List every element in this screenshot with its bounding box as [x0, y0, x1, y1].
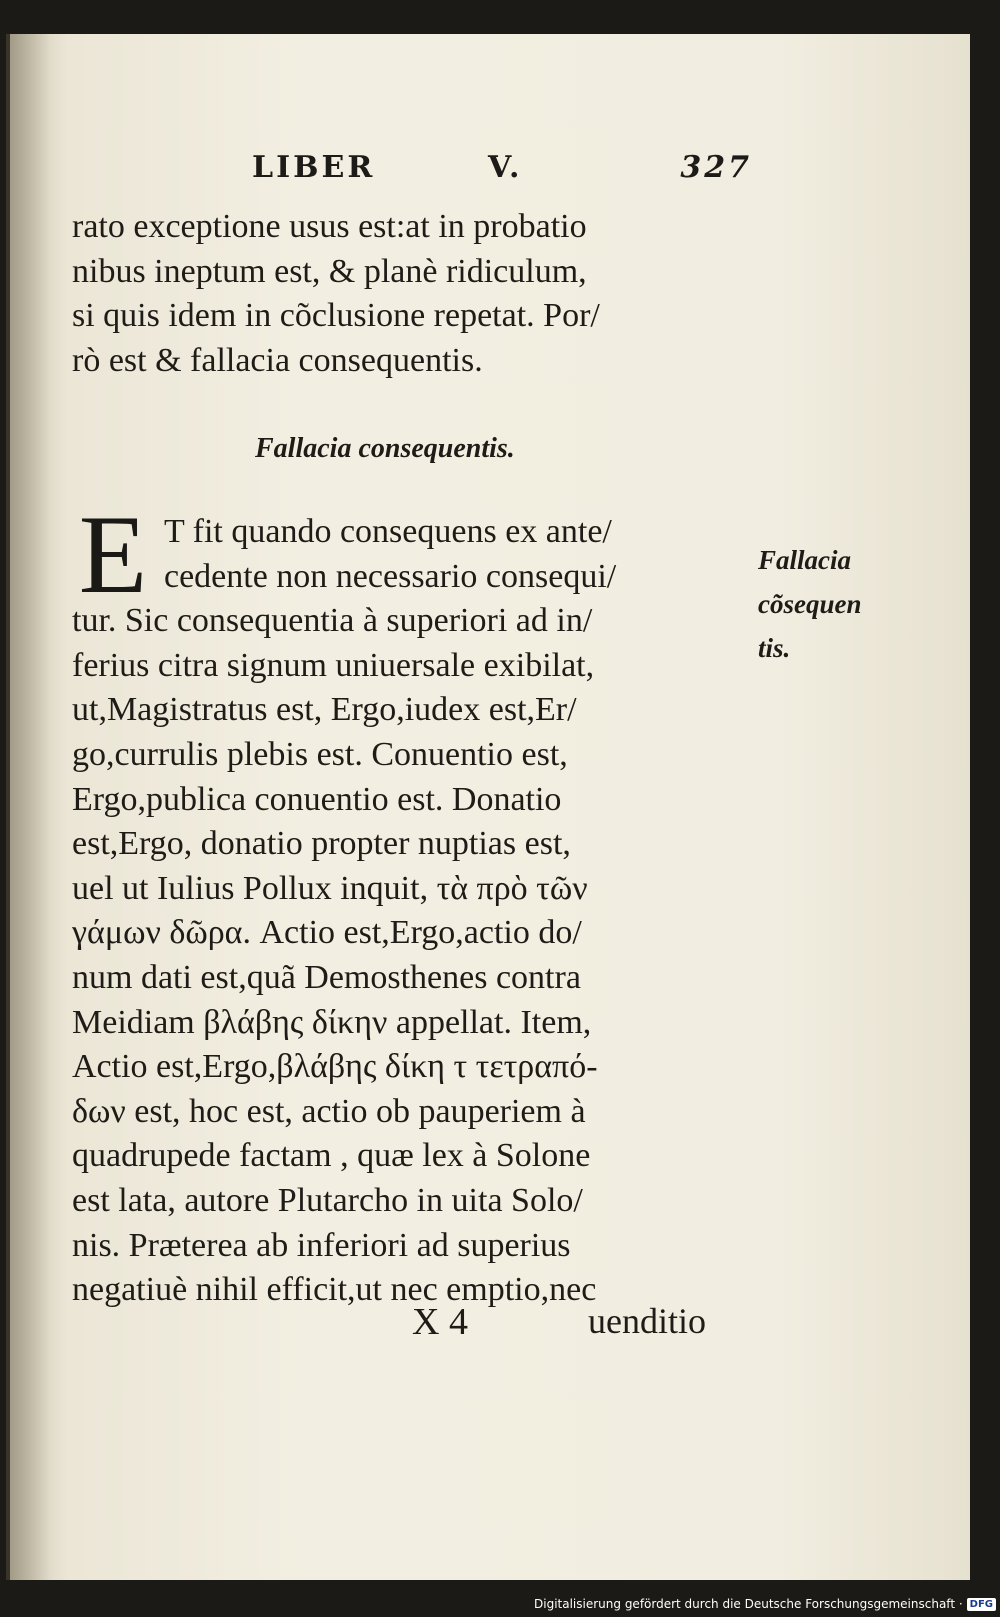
text-line: ferius citra signum uniuersale exibilat, — [72, 646, 595, 684]
text-line: est lata, autore Plutarcho in uita Solo/ — [72, 1181, 583, 1219]
drop-capital: E — [78, 493, 148, 617]
digitization-credit — [534, 1597, 996, 1611]
book-number: V. — [488, 150, 523, 185]
signature-mark: X 4 — [412, 1301, 468, 1343]
paragraph-opening — [72, 205, 732, 383]
marginal-note — [758, 538, 898, 670]
credit-text: Digitalisierung gefördert durch die Deutsche Forschungsgemeinschaft · — [534, 1597, 963, 1611]
running-title: LIBER — [252, 150, 376, 185]
text-line: δων est, hoc est, actio ob pauperiem à — [72, 1092, 586, 1130]
text-line: est,Ergo, donatio propter nuptias est, — [72, 825, 571, 863]
text-line: T fit quando consequens ex ante/ — [164, 513, 612, 550]
marginal-note-line: Fallacia — [758, 545, 851, 575]
running-header — [232, 150, 752, 190]
text-line: nibus ineptum est, & planè ridiculum, — [72, 252, 587, 290]
text-line: tur. Sic consequentia à superiori ad in/ — [72, 602, 593, 640]
catchword: uenditio — [588, 1301, 706, 1341]
text-line: ut,Magistratus est, Ergo,iudex est,Er/ — [72, 691, 577, 729]
page-gutter-shadow — [10, 34, 50, 1580]
text-line: γάμων δῶρα. Actio est,Ergo,actio do/ — [72, 914, 582, 952]
marginal-note-line: tis. — [758, 633, 791, 663]
text-line: nis. Præterea ab inferiori ad superius — [72, 1226, 571, 1264]
text-line: num dati est,quã Demosthenes contra — [72, 958, 581, 996]
text-line: uel ut Iulius Pollux inquit, τὰ πρὸ τῶν — [72, 869, 588, 907]
paragraph-main — [72, 493, 732, 1313]
text-line: Ergo,publica conuentio est. Donatio — [72, 780, 562, 818]
text-line: go,currulis plebis est. Conuentio est, — [72, 735, 568, 773]
text-line: si quis idem in cõclusione repetat. Por/ — [72, 297, 600, 335]
marginal-note-line: cõsequen — [758, 589, 862, 619]
text-line: negatiuè nihil efficit,ut nec emptio,nec — [72, 1271, 597, 1309]
text-line: Actio est,Ergo,βλάβης δίκη τ τετραπό- — [72, 1048, 598, 1086]
dfg-logo: DFG — [967, 1598, 996, 1611]
section-heading: Fallacia consequentis. — [255, 433, 515, 464]
text-line: rò est & fallacia consequentis. — [72, 341, 483, 379]
text-line: Meidiam βλάβης δίκην appellat. Item, — [72, 1003, 592, 1041]
text-line: quadrupede factam , quæ lex à Solone — [72, 1137, 591, 1175]
folio-number: 327 — [680, 150, 752, 185]
text-line: cedente non necessario consequi/ — [164, 557, 617, 595]
text-line: rato exceptione usus est:at in probatio — [72, 208, 587, 245]
